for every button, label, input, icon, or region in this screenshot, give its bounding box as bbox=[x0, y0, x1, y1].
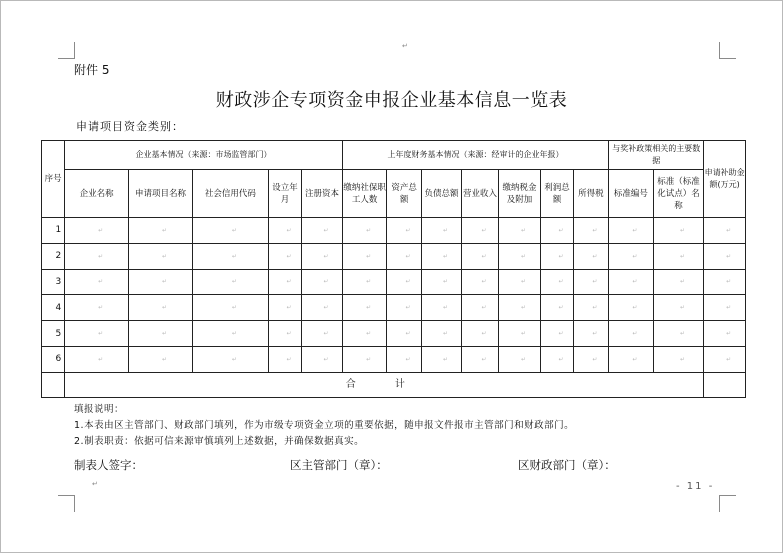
table-cell: ↵ bbox=[704, 218, 746, 244]
table-cell: ↵ bbox=[192, 321, 268, 347]
table-cell: ↵ bbox=[342, 321, 387, 347]
table-cell: ↵ bbox=[268, 218, 301, 244]
column-header: 申请项目名称 bbox=[129, 170, 193, 218]
table-cell: ↵ bbox=[462, 243, 498, 269]
fund-category-label: 申请项目资金类别： bbox=[76, 120, 184, 133]
header-cell: 序号 bbox=[42, 141, 65, 218]
column-header: 标准（标准化试点）名称 bbox=[653, 170, 704, 218]
table-cell: ↵ bbox=[704, 346, 746, 372]
format-mark: ↵ bbox=[402, 42, 408, 50]
table-cell: ↵ bbox=[609, 346, 654, 372]
table-cell: ↵ bbox=[653, 243, 704, 269]
table-cell: ↵ bbox=[192, 269, 268, 295]
table-cell: ↵ bbox=[573, 218, 608, 244]
table-cell: ↵ bbox=[421, 218, 462, 244]
table-cell: ↵ bbox=[342, 243, 387, 269]
table-cell: ↵ bbox=[65, 218, 129, 244]
table-cell: ↵ bbox=[653, 269, 704, 295]
table-cell: ↵ bbox=[268, 295, 301, 321]
table-cell bbox=[704, 372, 746, 397]
table-cell bbox=[42, 372, 65, 397]
table-row bbox=[42, 295, 746, 321]
column-header: 资产总额 bbox=[387, 170, 421, 218]
table-cell: ↵ bbox=[268, 243, 301, 269]
table-row bbox=[42, 218, 746, 244]
table-cell: ↵ bbox=[498, 269, 541, 295]
table-cell: ↵ bbox=[387, 243, 421, 269]
table-cell: ↵ bbox=[421, 269, 462, 295]
table-cell: ↵ bbox=[342, 218, 387, 244]
table-cell: ↵ bbox=[498, 218, 541, 244]
table-cell: ↵ bbox=[268, 269, 301, 295]
table-row bbox=[42, 243, 746, 269]
table-cell: ↵ bbox=[268, 346, 301, 372]
group-header-enterprise: 企业基本情况（来源：市场监管部门） bbox=[65, 141, 343, 170]
header-subsidy-amount: 申请补助金额(万元) bbox=[704, 141, 746, 218]
table-cell: ↵ bbox=[342, 346, 387, 372]
table-cell: ↵ bbox=[573, 321, 608, 347]
table-cell: ↵ bbox=[192, 295, 268, 321]
table-cell: ↵ bbox=[541, 269, 573, 295]
column-header: 企业名称 bbox=[65, 170, 129, 218]
table-cell: ↵ bbox=[129, 295, 193, 321]
table-cell: ↵ bbox=[609, 269, 654, 295]
table-row bbox=[42, 269, 746, 295]
preparer-signature: 制表人签字： bbox=[74, 458, 143, 472]
crop-mark-bottom-right bbox=[719, 495, 736, 512]
enterprise-info-table bbox=[41, 140, 746, 398]
competent-dept-seal: 区主管部门（章）： bbox=[290, 458, 388, 472]
table-cell: ↵ bbox=[704, 269, 746, 295]
table-row bbox=[42, 346, 746, 372]
column-header: 注册资本 bbox=[302, 170, 343, 218]
table-cell: ↵ bbox=[387, 346, 421, 372]
table-cell: ↵ bbox=[498, 346, 541, 372]
crop-mark-bottom-left bbox=[58, 495, 75, 512]
table-cell: ↵ bbox=[573, 269, 608, 295]
table-cell: ↵ bbox=[192, 218, 268, 244]
table-cell: ↵ bbox=[541, 295, 573, 321]
table-cell: ↵ bbox=[421, 321, 462, 347]
table-cell: ↵ bbox=[609, 243, 654, 269]
table-cell: ↵ bbox=[421, 243, 462, 269]
table-cell: ↵ bbox=[302, 295, 343, 321]
note-item: 2.制表职责：依据可信来源审慎填列上述数据，并确保数据真实。 bbox=[74, 436, 365, 447]
column-header: 缴纳税金及附加 bbox=[498, 170, 541, 218]
table-cell: ↵ bbox=[462, 346, 498, 372]
table-cell: ↵ bbox=[573, 295, 608, 321]
column-header: 所得税 bbox=[573, 170, 608, 218]
group-header-policy: 与奖补政策相关的主要数据 bbox=[609, 141, 704, 170]
table-cell: ↵ bbox=[462, 321, 498, 347]
row-number: 2 bbox=[42, 243, 65, 269]
table-cell: ↵ bbox=[653, 321, 704, 347]
note-item: 1.本表由区主管部门、财政部门填列，作为市级专项资金立项的重要依据，随申报文件报市主管部门和财政部门。 bbox=[74, 420, 575, 431]
crop-mark-top-right bbox=[719, 42, 736, 59]
column-header: 营业收入 bbox=[462, 170, 498, 218]
table-cell: ↵ bbox=[302, 269, 343, 295]
table-cell: ↵ bbox=[387, 218, 421, 244]
table-cell: ↵ bbox=[65, 243, 129, 269]
table-cell: ↵ bbox=[541, 346, 573, 372]
table-cell: ↵ bbox=[302, 321, 343, 347]
table-cell: ↵ bbox=[192, 346, 268, 372]
column-header: 设立年月 bbox=[268, 170, 301, 218]
table-cell: ↵ bbox=[65, 321, 129, 347]
row-number: 5 bbox=[42, 321, 65, 347]
table-cell: ↵ bbox=[129, 346, 193, 372]
column-header: 负债总额 bbox=[421, 170, 462, 218]
table-cell: ↵ bbox=[704, 321, 746, 347]
column-header: 社会信用代码 bbox=[192, 170, 268, 218]
table-cell: ↵ bbox=[192, 243, 268, 269]
format-mark: ↵ bbox=[92, 480, 98, 488]
table-cell: ↵ bbox=[65, 346, 129, 372]
table-cell: ↵ bbox=[342, 295, 387, 321]
group-header-finance: 上年度财务基本情况（来源：经审计的企业年报） bbox=[342, 141, 608, 170]
table-cell: ↵ bbox=[498, 295, 541, 321]
column-header: 缴纳社保职工人数 bbox=[342, 170, 387, 218]
table-cell: ↵ bbox=[498, 321, 541, 347]
table-cell: ↵ bbox=[302, 243, 343, 269]
table-cell: ↵ bbox=[387, 321, 421, 347]
table-cell: ↵ bbox=[129, 321, 193, 347]
table-cell: ↵ bbox=[462, 269, 498, 295]
table-cell: ↵ bbox=[302, 346, 343, 372]
table-cell: ↵ bbox=[498, 243, 541, 269]
row-number: 3 bbox=[42, 269, 65, 295]
table-cell: ↵ bbox=[609, 295, 654, 321]
table-cell: ↵ bbox=[268, 321, 301, 347]
finance-dept-seal: 区财政部门（章）： bbox=[518, 458, 616, 472]
column-header: 利润总额 bbox=[541, 170, 573, 218]
table-cell: ↵ bbox=[541, 243, 573, 269]
table-cell: ↵ bbox=[609, 218, 654, 244]
table-row bbox=[42, 321, 746, 347]
table-cell: ↵ bbox=[462, 295, 498, 321]
table-cell: ↵ bbox=[573, 346, 608, 372]
row-number: 6 bbox=[42, 346, 65, 372]
table-cell: ↵ bbox=[129, 218, 193, 244]
table-cell: ↵ bbox=[573, 243, 608, 269]
table-cell: ↵ bbox=[387, 295, 421, 321]
row-number: 4 bbox=[42, 295, 65, 321]
page-number: - 11 - bbox=[676, 481, 715, 492]
row-number: 1 bbox=[42, 218, 65, 244]
column-header: 标准编号 bbox=[609, 170, 654, 218]
table-cell: ↵ bbox=[541, 321, 573, 347]
table-cell: ↵ bbox=[541, 218, 573, 244]
document-title: 财政涉企专项资金申报企业基本信息一览表 bbox=[215, 90, 568, 111]
table-cell: ↵ bbox=[653, 295, 704, 321]
attachment-label: 附件 5 bbox=[74, 63, 110, 77]
table-cell: ↵ bbox=[462, 218, 498, 244]
table-cell: ↵ bbox=[609, 321, 654, 347]
table-cell: ↵ bbox=[704, 243, 746, 269]
table-cell: ↵ bbox=[129, 243, 193, 269]
table-cell: ↵ bbox=[421, 295, 462, 321]
fill-instructions bbox=[74, 402, 574, 450]
table-cell: ↵ bbox=[342, 269, 387, 295]
table-cell: ↵ bbox=[302, 218, 343, 244]
table-cell: ↵ bbox=[653, 346, 704, 372]
table-cell: ↵ bbox=[421, 346, 462, 372]
crop-mark-top-left bbox=[58, 42, 75, 59]
notes-heading: 填报说明： bbox=[74, 404, 125, 415]
total-label: 合 计 bbox=[65, 372, 704, 397]
table-cell: ↵ bbox=[65, 269, 129, 295]
table-cell: ↵ bbox=[653, 218, 704, 244]
table-cell: ↵ bbox=[387, 269, 421, 295]
table-cell: ↵ bbox=[704, 295, 746, 321]
table-cell: ↵ bbox=[65, 295, 129, 321]
table-cell: ↵ bbox=[129, 269, 193, 295]
